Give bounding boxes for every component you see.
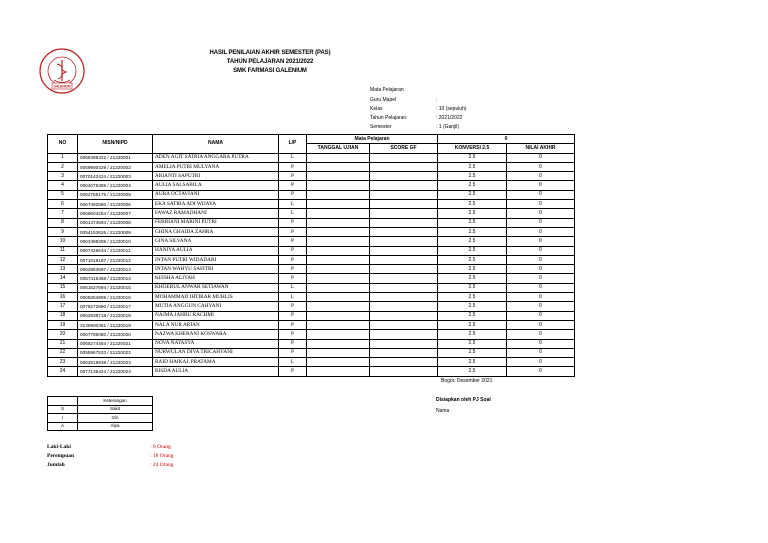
row-score: [370, 172, 438, 181]
table-row: [48, 302, 575, 311]
guru-label: Guru Mapel: [370, 97, 397, 103]
row-no: 3: [48, 172, 78, 181]
row-konversi: 2.5: [438, 227, 507, 236]
row-nama: FAWAZ RAMADHANI: [153, 209, 279, 218]
col-header-nisn: NISN/NIPD: [78, 135, 153, 154]
row-tanggal: [307, 153, 370, 162]
row-nilai: 0: [507, 200, 575, 209]
row-nilai: 0: [507, 311, 575, 320]
grades-table-body: [48, 153, 575, 376]
row-lp: P: [279, 255, 307, 264]
row-konversi: 2.5: [438, 190, 507, 199]
row-konversi: 2.5: [438, 246, 507, 255]
row-nisn: 0068274454 / 21220021: [78, 339, 153, 348]
row-no: 21: [48, 339, 78, 348]
report-year: TAHUN PELAJARAN 2021/2022: [226, 59, 314, 65]
table-row: [48, 246, 575, 255]
row-no: 14: [48, 274, 78, 283]
row-score: [370, 237, 438, 246]
school-logo: [38, 47, 86, 95]
row-nisn: 0066604254 / 21220007: [78, 209, 153, 218]
row-nilai: 0: [507, 181, 575, 190]
table-row: [48, 218, 575, 227]
row-nama: RAID HAIKAL PRATAMA: [153, 358, 279, 367]
row-no: 19: [48, 320, 78, 329]
row-lp: P: [279, 265, 307, 274]
row-no: 4: [48, 181, 78, 190]
prepared-by-label: Disiapkan oleh PJ Soal: [436, 397, 491, 403]
row-nama: KEISHA ALIYAH: [153, 274, 279, 283]
row-score: [370, 255, 438, 264]
row-no: 5: [48, 190, 78, 199]
table-row: [48, 227, 575, 236]
row-nisn: 3136900361 / 21220019: [78, 320, 153, 329]
row-konversi: 2.5: [438, 283, 507, 292]
tahun-value: : 2021/2022: [436, 115, 463, 121]
table-row: [48, 172, 575, 181]
row-score: [370, 302, 438, 311]
report-title: HASIL PENILAIAN AKHIR SEMESTER (PAS): [209, 50, 331, 56]
row-nisn: 0078272890 / 21220017: [78, 302, 153, 311]
row-tanggal: [307, 255, 370, 264]
row-nama: MOHAMMAD IHTIBAR MUHLIS: [153, 293, 279, 302]
row-lp: P: [279, 330, 307, 339]
table-row: [48, 274, 575, 283]
row-score: [370, 367, 438, 376]
table-row: [48, 153, 575, 162]
row-score: [370, 227, 438, 236]
row-score: [370, 339, 438, 348]
row-nilai: 0: [507, 237, 575, 246]
row-lp: P: [279, 218, 307, 227]
row-nisn: 0070142424 / 21220003: [78, 172, 153, 181]
row-nisn: 0064075389 / 21220004: [78, 181, 153, 190]
row-tanggal: [307, 218, 370, 227]
row-no: 8: [48, 218, 78, 227]
row-nilai: 0: [507, 172, 575, 181]
row-tanggal: [307, 339, 370, 348]
row-nama: NURWULAN DIVA TRICAHYANI: [153, 348, 279, 357]
row-tanggal: [307, 209, 370, 218]
table-row: [48, 348, 575, 357]
table-row: [48, 255, 575, 264]
row-tanggal: [307, 348, 370, 357]
semester-value: : 1 (Ganjil): [436, 124, 460, 130]
row-lp: L: [279, 200, 307, 209]
row-nama: NAJMA JAHRU RACHMI: [153, 311, 279, 320]
mapel-label: Mata Pelajaran: [370, 87, 404, 93]
row-no: 16: [48, 293, 78, 302]
row-nilai: 0: [507, 367, 575, 376]
row-score: [370, 358, 438, 367]
row-tanggal: [307, 358, 370, 367]
row-nilai: 0: [507, 162, 575, 171]
row-no: 12: [48, 255, 78, 264]
row-nama: AMELIA PUTRI MULYANA: [153, 162, 279, 171]
row-tanggal: [307, 293, 370, 302]
total-count: : 24 Orang: [150, 462, 174, 468]
row-score: [370, 265, 438, 274]
row-nama: AURA OCTAVIANI: [153, 190, 279, 199]
table-row: [48, 358, 575, 367]
row-nisn: 0055967533 / 21220022: [78, 348, 153, 357]
table-row: [48, 209, 575, 218]
row-konversi: 2.5: [438, 162, 507, 171]
row-konversi: 2.5: [438, 302, 507, 311]
row-no: 6: [48, 200, 78, 209]
row-nilai: 0: [507, 358, 575, 367]
row-no: 18: [48, 311, 78, 320]
row-lp: L: [279, 153, 307, 162]
row-nama: KHOERUL ANWAR SETIAWAN: [153, 283, 279, 292]
row-nama: INTAN PUTRI WIDADARI: [153, 255, 279, 264]
row-tanggal: [307, 274, 370, 283]
signature-date: Bogor, Desember 2021: [441, 378, 493, 384]
row-nisn: 0061474594 / 21220008: [78, 218, 153, 227]
row-nisn: 0077135424 / 21220024: [78, 367, 153, 376]
row-lp: P: [279, 237, 307, 246]
row-konversi: 2.5: [438, 237, 507, 246]
row-no: 15: [48, 283, 78, 292]
row-tanggal: [307, 265, 370, 274]
row-tanggal: [307, 311, 370, 320]
row-tanggal: [307, 162, 370, 171]
row-nilai: 0: [507, 153, 575, 162]
total-label: Jumlah: [47, 462, 65, 468]
row-lp: L: [279, 209, 307, 218]
legend-table: [47, 396, 153, 431]
semester-label: Semester: [370, 124, 392, 130]
col-header-nama: NAMA: [153, 135, 279, 154]
col-header-tanggal: TANGGAL UJIAN: [307, 144, 370, 153]
row-nilai: 0: [507, 190, 575, 199]
row-konversi: 2.5: [438, 274, 507, 283]
row-nilai: 0: [507, 320, 575, 329]
female-count: : 18 Orang: [150, 453, 174, 459]
row-tanggal: [307, 302, 370, 311]
legend-label: Sakit: [78, 405, 153, 414]
row-nilai: 0: [507, 255, 575, 264]
legend-label: Alpa: [78, 422, 153, 431]
row-nisn: 0056395322 / 21220001: [78, 153, 153, 162]
row-tanggal: [307, 320, 370, 329]
legend-title: Keterangan: [78, 397, 153, 406]
col-header-nilai: NILAI AKHIR: [507, 144, 575, 153]
row-score: [370, 218, 438, 227]
tahun-label: Tahun Pelajaran: [370, 115, 407, 121]
row-nama: GHINA GHAIDA ZAHRA: [153, 227, 279, 236]
row-nisn: 0063498308 / 21220010: [78, 237, 153, 246]
row-konversi: 2.5: [438, 293, 507, 302]
row-no: 9: [48, 227, 78, 236]
row-lp: P: [279, 339, 307, 348]
row-konversi: 2.5: [438, 367, 507, 376]
row-lp: P: [279, 367, 307, 376]
row-nilai: 0: [507, 283, 575, 292]
col-header-no: NO: [48, 135, 78, 154]
row-nama: EKA SATRIA ADI WIJAYA: [153, 200, 279, 209]
row-nisn: 0052755175 / 21220005: [78, 190, 153, 199]
row-nama: NOVA NATASYA: [153, 339, 279, 348]
row-score: [370, 348, 438, 357]
male-label: Laki-Laki: [47, 444, 71, 450]
row-tanggal: [307, 227, 370, 236]
svg-text:GALENIUM: GALENIUM: [53, 84, 71, 89]
row-nisn: 0057415368 / 21220014: [78, 274, 153, 283]
row-lp: P: [279, 190, 307, 199]
row-no: 24: [48, 367, 78, 376]
row-konversi: 2.5: [438, 320, 507, 329]
row-konversi: 2.5: [438, 348, 507, 357]
row-lp: P: [279, 162, 307, 171]
row-nama: RISDA AULIA: [153, 367, 279, 376]
table-row: [48, 162, 575, 171]
row-score: [370, 293, 438, 302]
row-nilai: 0: [507, 227, 575, 236]
row-nisn: 0062863697 / 21220013: [78, 265, 153, 274]
row-nisn: 0059900429 / 21220002: [78, 162, 153, 171]
row-nama: GINA SILVANA: [153, 237, 279, 246]
row-konversi: 2.5: [438, 209, 507, 218]
row-nama: NAZWA KHERANI KOSWARA: [153, 330, 279, 339]
row-nama: HANIYA AULIA: [153, 246, 279, 255]
row-tanggal: [307, 330, 370, 339]
grades-table: [47, 134, 575, 377]
row-score: [370, 200, 438, 209]
row-score: [370, 320, 438, 329]
row-nisn: 0067492580 / 21220006: [78, 200, 153, 209]
row-konversi: 2.5: [438, 311, 507, 320]
row-nilai: 0: [507, 302, 575, 311]
table-row: [48, 339, 575, 348]
row-lp: P: [279, 320, 307, 329]
row-lp: L: [279, 358, 307, 367]
table-row: [48, 330, 575, 339]
row-score: [370, 153, 438, 162]
row-no: 23: [48, 358, 78, 367]
row-no: 22: [48, 348, 78, 357]
row-no: 17: [48, 302, 78, 311]
row-konversi: 2.5: [438, 153, 507, 162]
table-row: [48, 311, 575, 320]
row-score: [370, 162, 438, 171]
kelas-label: Kelas: [370, 106, 383, 112]
row-nisn: 0054153626 / 21220009: [78, 227, 153, 236]
row-lp: P: [279, 227, 307, 236]
row-nilai: 0: [507, 265, 575, 274]
row-nama: AULIA SALSABILA: [153, 181, 279, 190]
row-tanggal: [307, 190, 370, 199]
row-nilai: 0: [507, 246, 575, 255]
row-konversi: 2.5: [438, 218, 507, 227]
row-nama: FEBRIANI MARINI PUTRI: [153, 218, 279, 227]
row-score: [370, 274, 438, 283]
table-row: [48, 265, 575, 274]
row-score: [370, 181, 438, 190]
table-row: [48, 367, 575, 376]
row-lp: P: [279, 181, 307, 190]
row-nilai: 0: [507, 209, 575, 218]
row-lp: L: [279, 293, 307, 302]
row-score: [370, 209, 438, 218]
row-tanggal: [307, 237, 370, 246]
row-lp: P: [279, 311, 307, 320]
table-row: [48, 200, 575, 209]
row-lp: P: [279, 348, 307, 357]
row-nisn: 0067426634 / 21220011: [78, 246, 153, 255]
table-row: [48, 283, 575, 292]
table-row: [48, 190, 575, 199]
row-konversi: 2.5: [438, 358, 507, 367]
row-tanggal: [307, 200, 370, 209]
row-no: 1: [48, 153, 78, 162]
row-score: [370, 330, 438, 339]
row-score: [370, 246, 438, 255]
row-lp: P: [279, 302, 307, 311]
row-no: 11: [48, 246, 78, 255]
col-header-lp: L/P: [279, 135, 307, 154]
school-name: SMK FARMASI GALENIUM: [233, 68, 307, 74]
preparer-name-label: Nama: [436, 408, 450, 414]
row-nisn: 0067785080 / 21220020: [78, 330, 153, 339]
row-nilai: 0: [507, 218, 575, 227]
female-label: Perempuan: [47, 453, 75, 459]
male-count: : 6 Orang: [150, 444, 171, 450]
row-nilai: 0: [507, 330, 575, 339]
table-row: [48, 293, 575, 302]
row-lp: P: [279, 274, 307, 283]
col-header-konversi: KONVERSI 2.5: [438, 144, 507, 153]
legend-blank: [48, 397, 78, 406]
legend-code: I: [48, 414, 78, 423]
row-no: 10: [48, 237, 78, 246]
row-nilai: 0: [507, 293, 575, 302]
guru-value: :: [436, 97, 438, 103]
row-konversi: 2.5: [438, 200, 507, 209]
row-nilai: 0: [507, 274, 575, 283]
mapel-header: Mata Pelajaran: [307, 135, 438, 144]
row-lp: L: [279, 283, 307, 292]
row-tanggal: [307, 181, 370, 190]
row-score: [370, 190, 438, 199]
legend-label: Izin: [78, 414, 153, 423]
row-nilai: 0: [507, 348, 575, 357]
mapel-value: 0: [438, 135, 575, 144]
row-konversi: 2.5: [438, 265, 507, 274]
row-konversi: 2.5: [438, 181, 507, 190]
row-konversi: 2.5: [438, 255, 507, 264]
row-nama: ARIANTI SAPUTRI: [153, 172, 279, 181]
row-konversi: 2.5: [438, 339, 507, 348]
row-score: [370, 283, 438, 292]
row-nisn: 0062938718 / 21220018: [78, 311, 153, 320]
table-row: [48, 320, 575, 329]
row-lp: P: [279, 172, 307, 181]
row-nama: INTAN WAHYU SAFITRI: [153, 265, 279, 274]
row-no: 2: [48, 162, 78, 171]
row-nilai: 0: [507, 339, 575, 348]
row-nama: ADEN AGIT SATRIA ANGGARA PUTRA: [153, 153, 279, 162]
row-no: 7: [48, 209, 78, 218]
legend-code: S: [48, 405, 78, 414]
row-nisn: 0062519938 / 21220023: [78, 358, 153, 367]
row-tanggal: [307, 283, 370, 292]
kelas-value: : 10 (sepuluh): [436, 106, 467, 112]
row-konversi: 2.5: [438, 330, 507, 339]
row-lp: P: [279, 246, 307, 255]
table-row: [48, 181, 575, 190]
row-no: 20: [48, 330, 78, 339]
table-row: [48, 237, 575, 246]
row-tanggal: [307, 367, 370, 376]
row-nisn: 0068264909 / 21220016: [78, 293, 153, 302]
row-nama: MUTIA ANGGUN CAHYANI: [153, 302, 279, 311]
legend-code: A: [48, 422, 78, 431]
row-no: 13: [48, 265, 78, 274]
row-nisn: 0051627694 / 21220015: [78, 283, 153, 292]
col-header-score: SCORE GF: [370, 144, 438, 153]
row-nama: NALA NUR ARIAN: [153, 320, 279, 329]
row-konversi: 2.5: [438, 172, 507, 181]
row-tanggal: [307, 172, 370, 181]
row-nisn: 0071619187 / 21220012: [78, 255, 153, 264]
row-score: [370, 311, 438, 320]
row-tanggal: [307, 246, 370, 255]
